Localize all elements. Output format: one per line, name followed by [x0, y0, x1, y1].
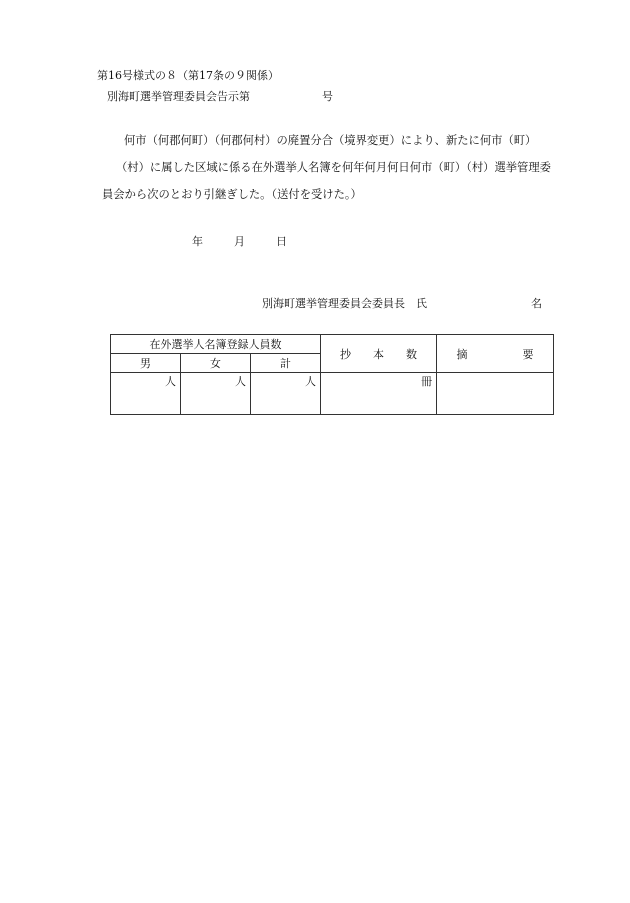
header-copies: 抄 本 数 [321, 335, 437, 373]
signature-line [262, 295, 542, 311]
cell-remarks [437, 373, 554, 415]
cell-copies-unit: 冊 [321, 373, 437, 415]
notice-title: 別海町選挙管理委員会告示第 [107, 90, 250, 103]
notice-number-suffix: 号 [322, 90, 333, 103]
body-text-line-2: （村）に属した区域に係る在外選挙人名簿を何年何月何日何市（町）（村）選挙管理委 [116, 161, 551, 174]
date-month: 月 [234, 235, 245, 248]
body-text-line-3: 員会から次のとおり引継ぎした。（送付を受けた。） [102, 188, 362, 201]
date-line [192, 233, 287, 249]
date-day: 日 [276, 235, 287, 248]
header-registered-count: 在外選挙人名簿登録人員数 [111, 335, 321, 354]
header-female: 女 [181, 354, 251, 373]
header-total: 計 [251, 354, 321, 373]
signature-name-suffix: 名 [531, 297, 542, 310]
cell-male-unit: 人 [111, 373, 181, 415]
form-number: 第16号様式の８（第17条の９関係） [97, 69, 279, 82]
cell-female-unit: 人 [181, 373, 251, 415]
body-text-line-1: 何市（何郡何町）（何郡何村）の廃置分合（境界変更）により、新たに何市（町） [124, 134, 537, 147]
date-year: 年 [192, 235, 203, 248]
roster-table [110, 334, 554, 415]
header-male: 男 [111, 354, 181, 373]
header-remarks: 摘 要 [437, 335, 554, 373]
cell-total-unit: 人 [251, 373, 321, 415]
notice-line [107, 88, 333, 104]
signature-title: 別海町選挙管理委員会委員長 氏 [262, 297, 427, 310]
